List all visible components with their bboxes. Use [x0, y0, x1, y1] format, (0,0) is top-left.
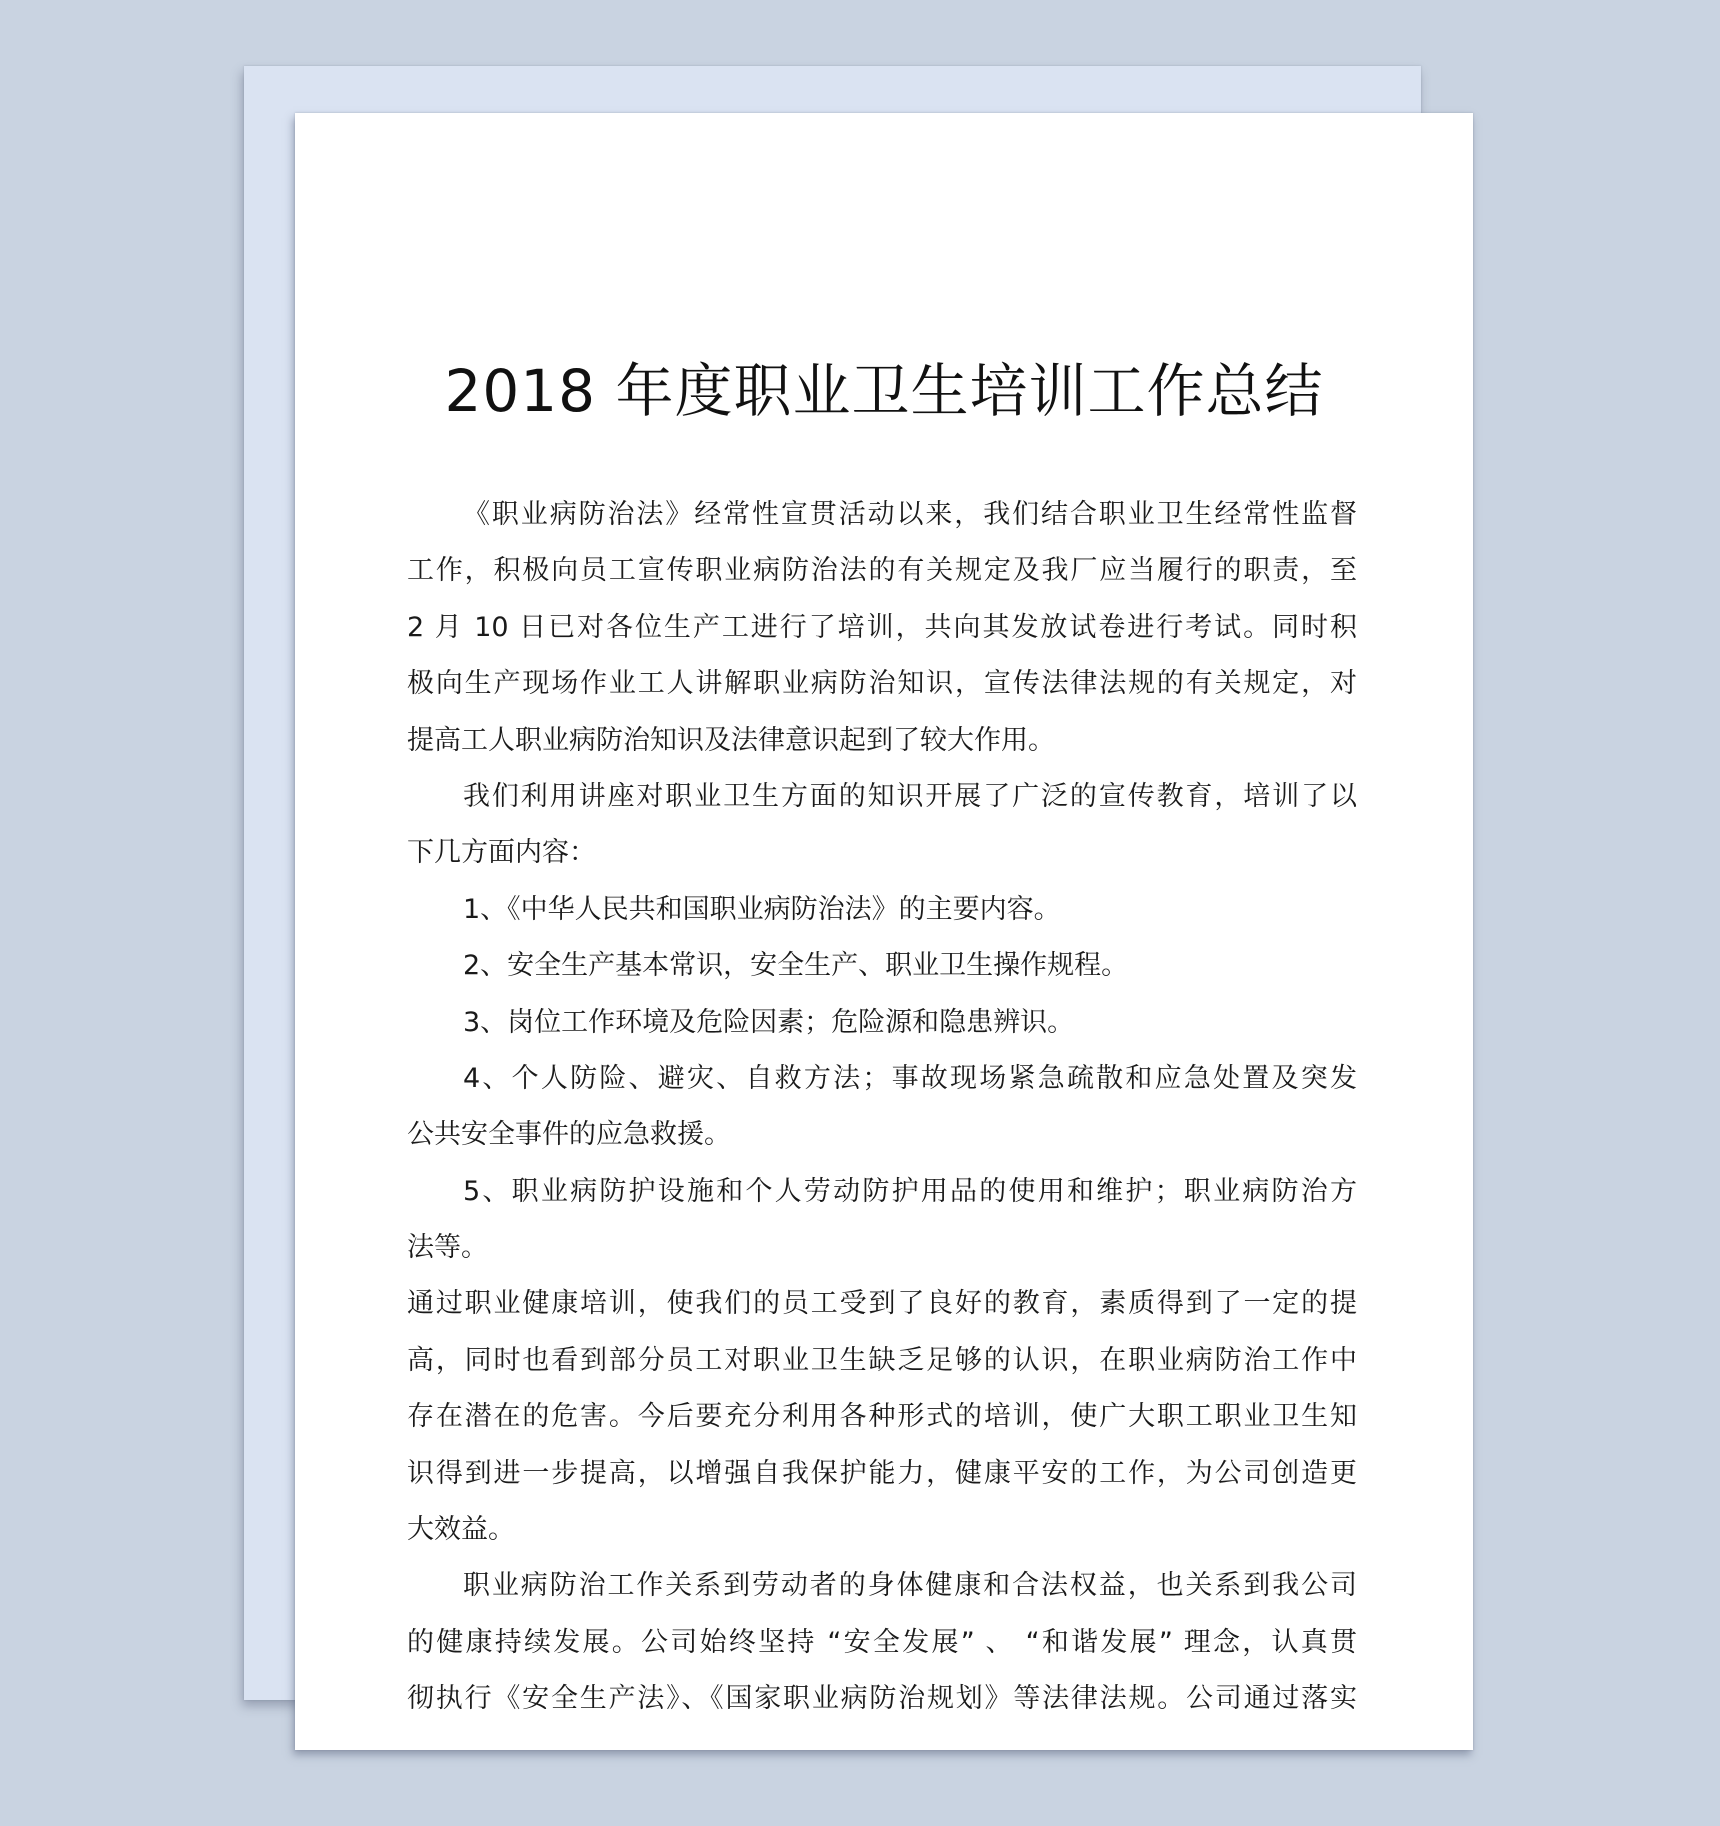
text-line: 4、个人防险、避灾、自救方法；事故现场紧急疏散和应急处置及突发	[463, 1062, 1357, 1094]
document-page	[295, 113, 1473, 1750]
text-line: 公共安全事件的应急救援。	[407, 1119, 731, 1151]
text-line: 2、安全生产基本常识，安全生产、职业卫生操作规程。	[463, 950, 1129, 982]
text-line: 提高工人职业病防治知识及法律意识起到了较大作用。	[407, 724, 1055, 756]
text-line: 5、职业病防护设施和个人劳动防护用品的使用和维护；职业病防治方	[463, 1175, 1357, 1207]
text-line: 极向生产现场作业工人讲解职业病防治知识，宣传法律法规的有关规定，对	[407, 668, 1357, 700]
text-line: 下几方面内容：	[407, 837, 596, 869]
text-line: 工作，积极向员工宣传职业病防治法的有关规定及我厂应当履行的职责，至	[407, 555, 1357, 587]
paragraph-results	[407, 1276, 1357, 1558]
list-item-4	[407, 1051, 1357, 1164]
list-item-1	[407, 882, 1357, 938]
text-line: 高，同时也看到部分员工对职业卫生缺乏足够的认识，在职业病防治工作中	[407, 1344, 1357, 1376]
text-line: 1、《中华人民共和国职业病防治法》的主要内容。	[463, 893, 1061, 925]
text-line: 3、岗位工作环境及危险因素；危险源和隐患辨识。	[463, 1006, 1075, 1038]
document-title: 2018 年度职业卫生培训工作总结	[444, 357, 1324, 425]
text-line: 通过职业健康培训，使我们的员工受到了良好的教育，素质得到了一定的提	[407, 1288, 1357, 1320]
text-line: 《职业病防治法》经常性宣贯活动以来，我们结合职业卫生经常性监督	[463, 499, 1357, 530]
document-body	[407, 487, 1357, 1728]
text-line: 大效益。	[407, 1514, 515, 1546]
paragraph-training-overview	[407, 769, 1357, 882]
text-line: 彻执行《安全生产法》、《国家职业病防治规划》等法律法规。公司通过落实	[407, 1683, 1357, 1715]
paragraph-commitment	[407, 1558, 1357, 1727]
list-item-3	[407, 995, 1357, 1051]
text-line: 职业病防治工作关系到劳动者的身体健康和合法权益，也关系到我公司	[463, 1570, 1357, 1602]
text-line: 存在潜在的危害。今后要充分利用各种形式的培训，使广大职工职业卫生知	[407, 1401, 1357, 1433]
list-item-5	[407, 1164, 1357, 1277]
text-line: 我们利用讲座对职业卫生方面的知识开展了广泛的宣传教育，培训了以	[463, 780, 1357, 812]
text-line: 的健康持续发展。公司始终坚持 “安全发展” 、 “和谐发展” 理念，认真贯	[407, 1626, 1357, 1658]
paragraph-intro	[407, 487, 1357, 769]
text-line: 识得到进一步提高，以增强自我保护能力，健康平安的工作，为公司创造更	[407, 1457, 1357, 1489]
text-line: 法等。	[407, 1232, 488, 1264]
text-line: 2 月 10 日已对各位生产工进行了培训，共向其发放试卷进行考试。同时积	[407, 611, 1357, 643]
list-item-2	[407, 938, 1357, 994]
